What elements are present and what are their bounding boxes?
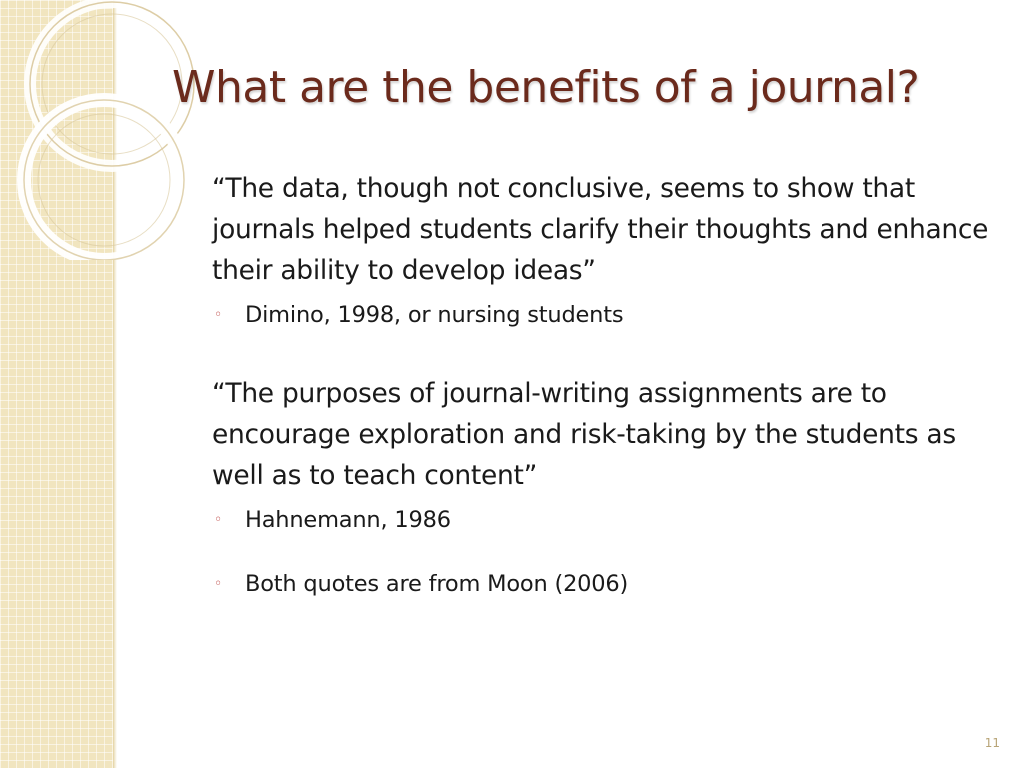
ring-decoration-icon	[0, 0, 240, 260]
slide-title: What are the benefits of a journal?	[172, 62, 920, 113]
sub-bullet-dimino	[212, 297, 1002, 333]
sub-bullet-text: Both quotes are from Moon (2006)	[245, 571, 629, 597]
quote-dimino: “The data, though not conclusive, seems to show that journals helped students clarify their thoughts and enhance their ability to develop ideas”	[212, 173, 989, 286]
quote-hahnemann: “The purposes of journal-writing assignments are to encourage exploration and risk-taking by the students as well as to teach content”	[212, 378, 956, 491]
sub-bullet-hahnemann	[212, 502, 1002, 538]
slide-content	[212, 168, 1002, 602]
bullet-icon: ◦	[214, 576, 223, 592]
page-number: 11	[984, 736, 1000, 750]
bullet-icon: ◦	[214, 307, 223, 323]
sub-bullet-source	[212, 566, 1002, 602]
bullet-icon: ◦	[214, 512, 223, 528]
sub-bullet-text: Dimino, 1998, or nursing students	[245, 302, 624, 328]
sub-bullet-text: Hahnemann, 1986	[245, 507, 451, 533]
